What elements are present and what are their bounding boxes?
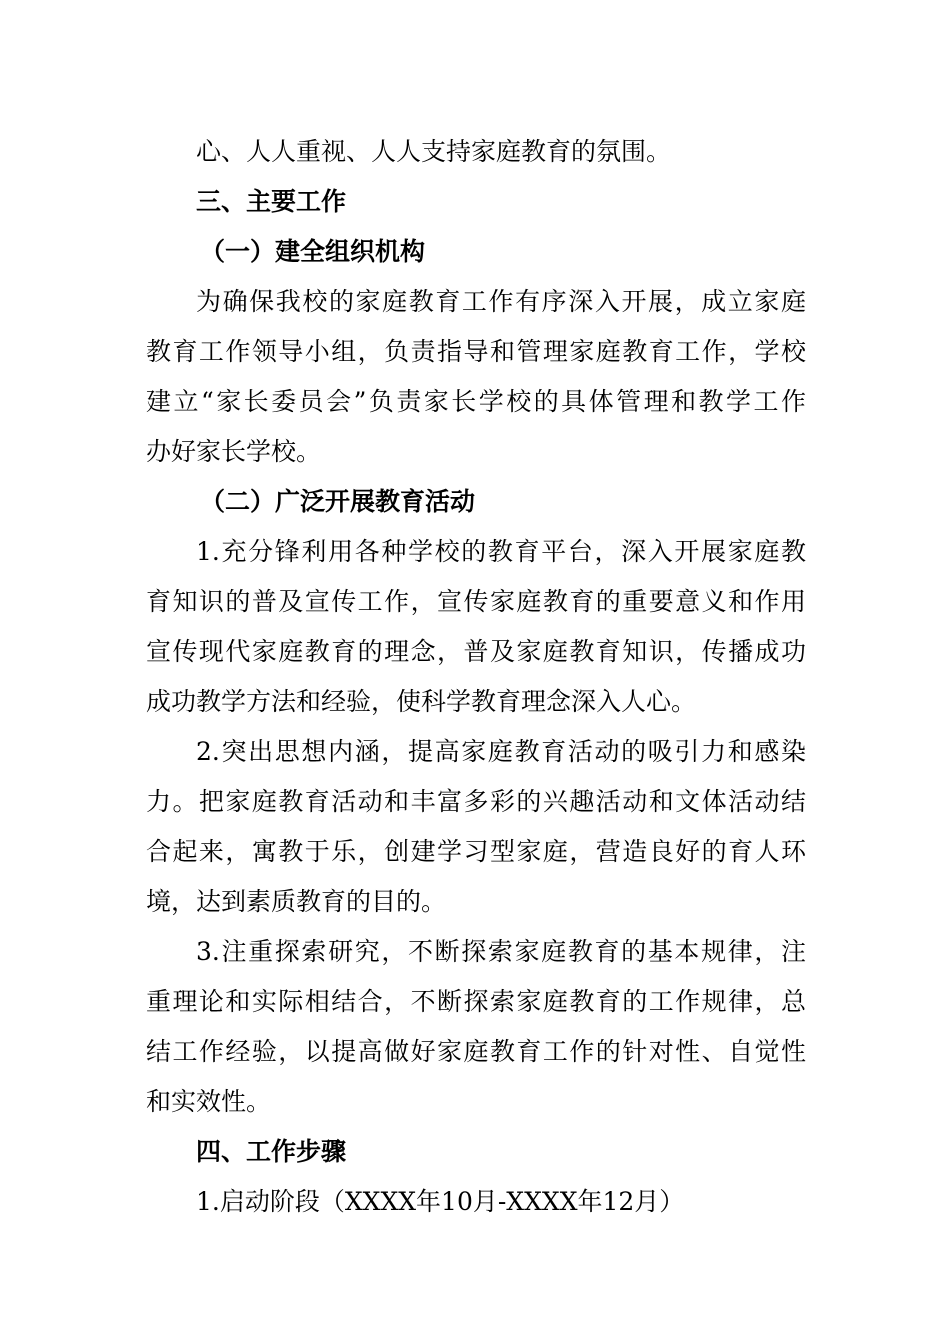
paragraph-line: 1.充分锋利用各种学校的教育平台，深入开展家庭教	[196, 537, 806, 566]
paragraph-line: 2.突出思想内涵，提高家庭教育活动的吸引力和感染	[196, 737, 806, 766]
paragraph-line: 为确保我校的家庭教育工作有序深入开展，成立家庭	[196, 287, 806, 316]
paragraph-line: 教育工作领导小组，负责指导和管理家庭教育工作，学校	[146, 337, 806, 366]
paragraph-line: 3.注重探索研究，不断探索家庭教育的基本规律，注	[196, 937, 806, 966]
subsection-2-title: （二）广泛开展教育活动	[200, 487, 476, 516]
paragraph-line: 和实效性。	[146, 1087, 272, 1116]
paragraph-line: 成功教学方法和经验，使科学教育理念深入人心。	[146, 687, 697, 716]
paragraph-line: 宣传现代家庭教育的理念，普及家庭教育知识，传播成功	[146, 637, 806, 666]
paragraph-line: 重理论和实际相结合，不断探索家庭教育的工作规律，总	[146, 987, 806, 1016]
section-4-title: 四、工作步骤	[196, 1137, 347, 1166]
section-3-title: 三、主要工作	[196, 187, 347, 216]
paragraph-line: 合起来，寓教于乐，创建学习型家庭，营造良好的育人环	[146, 837, 806, 866]
paragraph-line: 结工作经验，以提高做好家庭教育工作的针对性、自觉性	[146, 1037, 806, 1066]
paragraph-line: 育知识的普及宣传工作，宣传家庭教育的重要意义和作用	[146, 587, 806, 616]
paragraph-intro-end: 心、人人重视、人人支持家庭教育的氛围。	[196, 137, 672, 166]
paragraph-line: 境，达到素质教育的目的。	[146, 887, 447, 916]
paragraph-line: 力。把家庭教育活动和丰富多彩的兴趣活动和文体活动结	[146, 787, 806, 816]
paragraph-line: 建立“家长委员会”负责家长学校的具体管理和教学工作	[146, 387, 806, 416]
subsection-1-title: （一）建全组织机构	[200, 237, 426, 266]
step-1-line: 1.启动阶段（XXXX年10月-XXXX年12月）	[196, 1187, 685, 1216]
paragraph-line: 办好家长学校。	[146, 437, 322, 466]
